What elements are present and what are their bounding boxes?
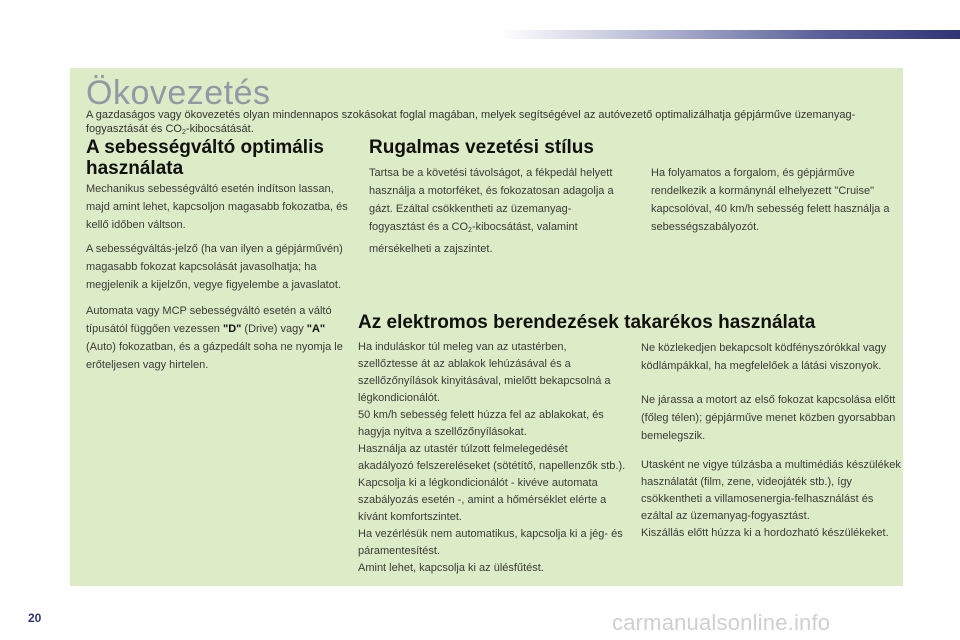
page-title: Ökovezetés — [86, 74, 271, 112]
engine-warmup-text: Ne járassa a motort az első fokozat kapcsolása előtt (főleg télen); gépjárműve menet közben gyorsabban bemelegszik. — [641, 394, 896, 442]
electrical-line-6: Amint lehet, kapcsolja ki az ülésfűtést. — [358, 562, 544, 574]
gearbox-paragraph-1: Mechanikus sebességváltó esetén indítson lassan, majd amint lehet, kapcsoljon magasabb fokozatba, és kellő időben váltson. — [86, 183, 348, 231]
watermark: carmanualsonline.info — [612, 610, 831, 635]
electrical-line-4: Kapcsolja ki a légkondicionálót - kivéve automata szabályozás esetén -, amint a hőmérséklet elérte a kívánt komfortszintet. — [358, 477, 607, 523]
header-gradient-bar — [500, 30, 960, 39]
intro-text-main: A gazdaságos vagy ökovezetés olyan mindennapos szokásokat foglal magában, melyek segítségével az autóvezető optimalizálhatja gépjárműve üzemanyag-fogyasztását és CO — [86, 109, 856, 135]
multimedia-text: Utasként ne vigye túlzásba a multimédiás készülékek használatát (film, zene, videojáték stb.), így csökkentheti a villamosenergia-felhasználást és ezáltal az üzemanyag-fogyasztást. — [641, 459, 901, 522]
unplug-devices-text: Kiszállás előtt húzza ki a hordozható készülékeket. — [641, 527, 889, 539]
drive-mode-label: "D" — [222, 323, 242, 335]
electrical-right-column — [641, 339, 903, 542]
flexible-subscript: 2 — [468, 227, 472, 234]
electrical-line-2: 50 km/h sebesség felett húzza fel az ablakokat, és hagyja nyitva a szellőzőnyílásokat. — [358, 409, 604, 438]
flexible-text-end: -kibocsátást, valamint mérsékelheti a zajszintet. — [369, 221, 578, 255]
flexible-driving-heading: Rugalmas vezetési stílus — [369, 137, 594, 158]
gearbox-paragraph-3 — [86, 302, 348, 374]
flexible-driving-left-column — [369, 164, 619, 264]
cruise-control-text: Ha folyamatos a forgalom, és gépjárműve rendelkezik a kormánynál elhelyezett "Cruise" kapcsolóval, 40 km/h sebesség felett használja a sebességszabályozót. — [651, 167, 890, 233]
gearbox-heading: A sebességváltó optimális használata — [86, 137, 324, 179]
intro-text — [86, 108, 896, 140]
gearbox-paragraph-2: A sebességváltás-jelző (ha van ilyen a gépjárművén) magasabb fokozat kapcsolását javasolhatja; ha megjelenik a kijelzőn, vegye figyelembe a javaslatot. — [86, 243, 343, 291]
flexible-driving-text — [369, 164, 619, 258]
electrical-line-5: Ha vezérlésük nem automatikus, kapcsolja ki a jég- és páramentesítést. — [358, 528, 623, 557]
gearbox-text: Automata vagy MCP sebességváltó esetén a váltó típusától függően vezessen — [86, 305, 332, 335]
page-number: 20 — [28, 611, 42, 625]
electrical-left-column — [358, 339, 626, 577]
electrical-heading: Az elektromos berendezések takarékos használata — [358, 312, 816, 333]
flexible-driving-right-column — [651, 164, 903, 242]
electrical-line-3: Használja az utastér túlzott felmelegedését akadályozó felszereléseket (sötétítő, napellenzők stb.). — [358, 443, 626, 472]
intro-subscript: 2 — [182, 129, 186, 136]
electrical-line-1: Ha induláskor túl meleg van az utastérben, szellőztesse át az ablakok lehúzásával és a szellőzőnyílások kinyitásával, mielőtt bekapcsolná a légkondicionálót. — [358, 341, 611, 404]
fog-lights-text: Ne közlekedjen bekapcsolt ködfényszórókkal vagy ködlámpákkal, ha megfelelőek a látási viszonyok. — [641, 342, 887, 372]
flexible-text-main: Tartsa be a követési távolságot, a fékpedál helyett használja a motorféket, és fokozatosan adagolja a gázt. Ezáltal csökkentheti az üzemanyag-fogyasztást és a CO — [369, 167, 614, 233]
auto-mode-label: "A" — [306, 323, 326, 335]
intro-text-end: -kibocsátását. — [185, 123, 254, 135]
gearbox-text: (Auto) fokozatban, és a gázpedált soha ne nyomja le erőteljesen vagy hirtelen. — [86, 341, 343, 371]
gearbox-column — [86, 180, 348, 380]
gearbox-text: (Drive) vagy — [241, 323, 307, 335]
